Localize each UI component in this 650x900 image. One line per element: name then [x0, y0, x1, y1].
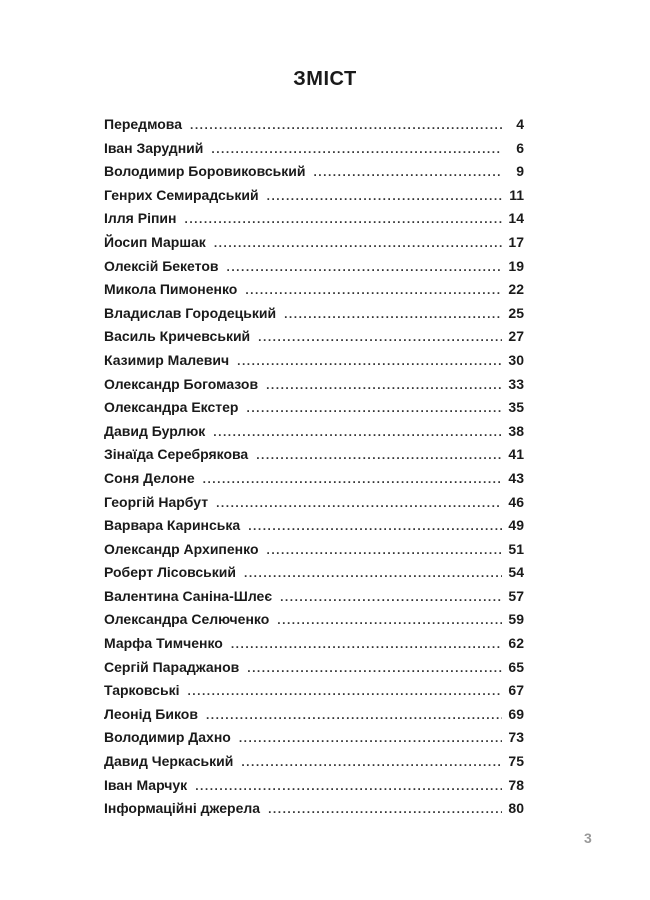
- toc-dot-leader: [244, 566, 502, 580]
- toc-entry: [104, 234, 524, 258]
- toc-entry-title: Йосип Маршак: [104, 233, 206, 250]
- page-title: ЗМІСТ: [293, 68, 357, 90]
- toc-entry-page: 80: [508, 800, 524, 817]
- toc-dot-leader: [268, 802, 502, 816]
- toc-entry: [104, 564, 524, 588]
- toc-entry: [104, 399, 524, 423]
- toc-entry: [104, 210, 524, 234]
- toc-dot-leader: [247, 661, 502, 675]
- toc-entry-title: Олександр Богомазов: [104, 375, 259, 392]
- toc-entry: [104, 281, 524, 305]
- toc-entry-title: Олександр Архипенко: [104, 540, 259, 557]
- toc-entry-title: Іван Зарудний: [104, 139, 204, 156]
- toc-entry: [104, 446, 524, 470]
- toc-dot-leader: [187, 684, 502, 698]
- toc-dot-leader: [195, 779, 502, 793]
- toc-entry-title: Варвара Каринська: [104, 517, 241, 534]
- toc-entry-title: Сергій Параджанов: [104, 658, 240, 675]
- toc-entry-page: 9: [516, 163, 524, 180]
- toc-entry: [104, 588, 524, 612]
- toc-entry-title: Микола Пимоненко: [104, 281, 238, 298]
- toc-entry-page: 14: [508, 210, 524, 227]
- toc-dot-leader: [184, 212, 502, 226]
- toc-entry-title: Олександра Селюченко: [104, 611, 270, 628]
- toc-entry-title: Володимир Дахно: [104, 729, 231, 746]
- toc-entry-title: Олексій Бекетов: [104, 257, 219, 274]
- toc-entry: [104, 187, 524, 211]
- toc-dot-leader: [256, 448, 502, 462]
- toc-entry: [104, 517, 524, 541]
- toc-dot-leader: [237, 354, 502, 368]
- toc-entry-page: 62: [508, 635, 524, 652]
- toc-entry-title: Роберт Лісовський: [104, 564, 237, 581]
- toc-entry: [104, 470, 524, 494]
- toc-entry-page: 73: [508, 729, 524, 746]
- toc-dot-leader: [246, 401, 502, 415]
- toc-entry-page: 67: [508, 682, 524, 699]
- toc-dot-leader: [211, 142, 502, 156]
- toc-entry: [104, 305, 524, 329]
- toc-entry-page: 43: [508, 469, 524, 486]
- toc-entry: [104, 729, 524, 753]
- toc-entry-title: Давид Черкаський: [104, 753, 234, 770]
- toc-entry-title: Василь Кричевський: [104, 328, 251, 345]
- toc-entry: [104, 352, 524, 376]
- toc-entry: [104, 494, 524, 518]
- toc-entry-page: 41: [508, 446, 524, 463]
- page-number: 3: [584, 830, 592, 846]
- toc-entry-page: 33: [508, 375, 524, 392]
- toc-entry-title: Іван Марчук: [104, 776, 188, 793]
- toc-entry-page: 19: [508, 257, 524, 274]
- toc-dot-leader: [213, 425, 502, 439]
- toc-entry-page: 65: [508, 658, 524, 675]
- toc-entry: [104, 328, 524, 352]
- toc-dot-leader: [284, 307, 502, 321]
- toc-entry: [104, 140, 524, 164]
- toc-dot-leader: [266, 378, 502, 392]
- toc-dot-leader: [203, 472, 502, 486]
- toc-entry-title: Марфа Тимченко: [104, 635, 223, 652]
- toc-entry-page: 38: [508, 422, 524, 439]
- toc-dot-leader: [206, 708, 502, 722]
- toc-dot-leader: [267, 543, 503, 557]
- toc-entry-title: Владислав Городецький: [104, 304, 277, 321]
- toc-entry: [104, 800, 524, 824]
- toc-dot-leader: [190, 118, 502, 132]
- toc-entry-title: Володимир Боровиковський: [104, 163, 306, 180]
- toc-entry: [104, 163, 524, 187]
- toc-entry-title: Генрих Семирадський: [104, 186, 259, 203]
- toc-entry-title: Зінаїда Серебрякова: [104, 446, 249, 463]
- toc-entry-page: 11: [509, 186, 524, 203]
- toc-entry-page: 27: [508, 328, 524, 345]
- toc-dot-leader: [226, 260, 502, 274]
- toc-entry-title: Леонід Биков: [104, 705, 198, 722]
- toc-entry: [104, 541, 524, 565]
- toc-entry: [104, 706, 524, 730]
- toc-entry-page: 25: [508, 304, 524, 321]
- toc-entry-page: 22: [508, 281, 524, 298]
- toc-dot-leader: [245, 283, 502, 297]
- toc-entry-title: Георгій Нарбут: [104, 493, 209, 510]
- toc-entry-page: 51: [508, 540, 524, 557]
- toc-entry: [104, 611, 524, 635]
- toc-dot-leader: [313, 165, 502, 179]
- toc-entry: [104, 376, 524, 400]
- toc-entry-title: Ілля Ріпин: [104, 210, 177, 227]
- toc-entry: [104, 753, 524, 777]
- toc-dot-leader: [277, 613, 502, 627]
- toc-entry-page: 46: [508, 493, 524, 510]
- toc-entry-page: 69: [508, 705, 524, 722]
- toc-dot-leader: [258, 330, 502, 344]
- toc-entry: [104, 116, 524, 140]
- toc-entry-title: Олександра Екстер: [104, 399, 239, 416]
- toc-entry-title: Соня Делоне: [104, 469, 195, 486]
- toc-entry-page: 6: [516, 139, 524, 156]
- toc-entry-title: Тарковські: [104, 682, 180, 699]
- toc-dot-leader: [280, 590, 502, 604]
- toc-entry: [104, 635, 524, 659]
- toc-dot-leader: [248, 519, 502, 533]
- toc-entry-page: 59: [508, 611, 524, 628]
- toc-entry-title: Казимир Малевич: [104, 351, 230, 368]
- toc-entry-page: 54: [508, 564, 524, 581]
- toc-dot-leader: [216, 496, 502, 510]
- toc-entry-title: Давид Бурлюк: [104, 422, 206, 439]
- toc-entry-page: 17: [508, 233, 524, 250]
- toc-dot-leader: [241, 755, 502, 769]
- toc-entry-page: 49: [508, 517, 524, 534]
- toc-entry: [104, 659, 524, 683]
- toc-entry-page: 75: [508, 753, 524, 770]
- toc-entry-title: Передмова: [104, 116, 183, 132]
- toc-dot-leader: [214, 236, 502, 250]
- toc-entry: [104, 423, 524, 447]
- table-of-contents: [104, 116, 524, 824]
- toc-entry-page: 35: [508, 399, 524, 416]
- toc-dot-leader: [239, 731, 502, 745]
- toc-entry-title: Валентина Саніна-Шлеє: [104, 587, 273, 604]
- toc-entry-page: 78: [508, 776, 524, 793]
- toc-entry-page: 4: [516, 116, 524, 132]
- toc-entry: [104, 777, 524, 801]
- toc-entry: [104, 682, 524, 706]
- toc-dot-leader: [267, 189, 502, 203]
- toc-entry: [104, 258, 524, 282]
- toc-dot-leader: [231, 637, 502, 651]
- toc-entry-page: 30: [508, 351, 524, 368]
- toc-entry-page: 57: [508, 587, 524, 604]
- toc-entry-title: Інформаційні джерела: [104, 800, 261, 817]
